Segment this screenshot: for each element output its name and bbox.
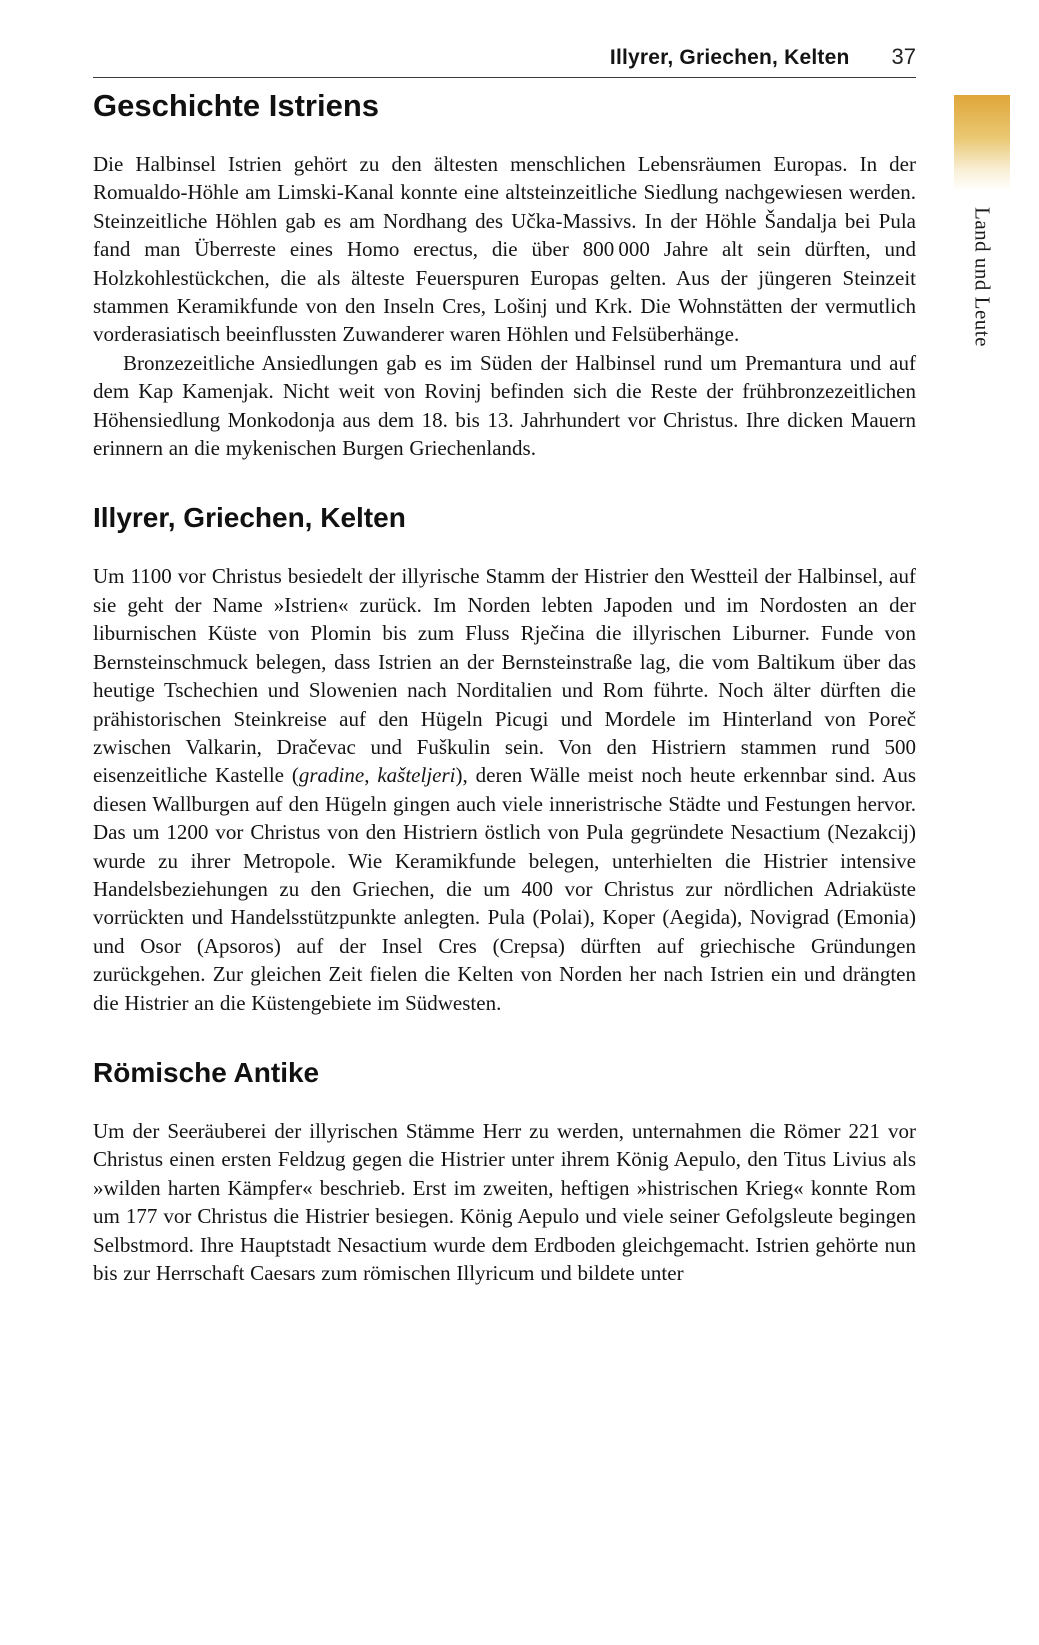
paragraph: Bronzezeitliche Ansiedlungen gab es im Süden der Halbinsel rund um Premantura und auf dem Kap Kamenjak. Nicht weit von Rovinj befinden sich die Reste der frühbronzezeitlichen Höhensiedlung Monkodonja aus dem 18. bis 13. Jahrhundert vor Christus. Ihre dicken Mauern erinnern an die mykenischen Burgen Griechenlands. (93, 350, 916, 461)
header-rule (93, 77, 916, 78)
chapter-side-tab (954, 95, 1010, 347)
paragraph: Um der Seeräuberei der illyrischen Stämme Herr zu werden, unternahmen die Römer 221 vor Christus einen ersten Feldzug gegen die Histrier unter ihrem König Aepulo, den Titus Livius als »wilden harten Kämpfer« beschrieb. Erst im zweiten, heftigen »histrischen Krieg« konnte Rom um 177 vor Christus die Histrier besiegen. König Aepulo und viele seiner Gefolgsleute begingen Selbstmord. Ihre Hauptstadt Nesactium wurde dem Erdboden gleichgemacht. Istrien gehörte nun bis zur Herrschaft Caesars zum römischen Illyricum und bildete unter (93, 1118, 916, 1285)
running-header (93, 44, 916, 78)
paragraph: Die Halbinsel Istrien gehört zu den ältesten menschlichen Lebensräumen Europas. In der Romualdo-Höhle am Limski-Kanal konnte eine altsteinzeitliche Siedlung nachgewiesen werden. Steinzeitliche Höhlen gab es am Nordhang des Učka-Massivs. In der Höhle Šandalja bei Pula fand man Überreste eines Homo erectus, die über 800 000 Jahre alt sein dürften, und Holzkohlestückchen, die als älteste Feuerspuren Europas gelten. Aus der jüngeren Steinzeit stammen Keramikfunde von den Inseln Cres, Lošinj und Krk. Die Wohnstätten der vermutlich vorderasiatisch beeinflussten Zuwanderer waren Höhlen und Felsüberhänge. (93, 152, 916, 347)
paragraph: Um 1100 vor Christus besiedelt der illyrische Stamm der Histrier den Westteil der Halbinsel, auf sie geht der Name »Istrien« zurück. Im Norden lebten Japoden und im Nordosten an der liburnischen Küste von Plomin bis zum Fluss Rječina die illyrischen Liburner. Funde von Bernsteinschmuck belegen, dass Istrien an der Bernsteinstraße lag, die vom Baltikum über das heutige Tschechien und Slowenien nach Norditalien und Rom führte. Noch älter dürften die prähistorischen Steinkreise auf den Hügeln Picugi und Mordele im Hinterland von Poreč zwischen Valkarin, Dračevac und Fuškulin sein. Von den Histriern stammen rund 500 eisenzeitliche Kastelle (gradine, kašteljeri), deren Wälle meist noch heute erkennbar sind. Aus diesen Wallburgen auf den Hügeln gingen auch viele inneristrische Städte und Festungen hervor. Das um 1200 vor Christus von den Histriern östlich von Pula gegründete Nesactium (Nezakcij) wurde zu ihrer Metropole. Wie Keramikfunde belegen, unterhielten die Histrier intensive Handelsbeziehungen zu den Griechen, die um 400 vor Christus zur nördlichen Adriaküste vorrückten und Handelsstützpunkte anlegten. Pula (Polai), Koper (Aegida), Novigrad (Emonia) und Osor (Apsoros) auf der Insel Cres (Crepsa) dürften auf griechische Gründungen zurückgehen. Zur gleichen Zeit fielen die Kelten von Norden her nach Istrien ein und drängten die Histrier an die Küstengebiete im Südwesten. (93, 564, 917, 1015)
page-content (93, 88, 916, 1287)
chapter-tab-color-block (954, 95, 1010, 191)
section-heading-illyrer-griechen-kelten: Illyrer, Griechen, Kelten (93, 502, 406, 534)
section-heading-roemische-antike: Römische Antike (93, 1056, 320, 1088)
page-title: Geschichte Istriens (93, 88, 380, 123)
running-title: Illyrer, Griechen, Kelten (609, 46, 850, 69)
page-number: 37 (891, 44, 916, 69)
running-header-line (93, 44, 916, 70)
chapter-tab-label: Land und Leute (970, 207, 995, 347)
